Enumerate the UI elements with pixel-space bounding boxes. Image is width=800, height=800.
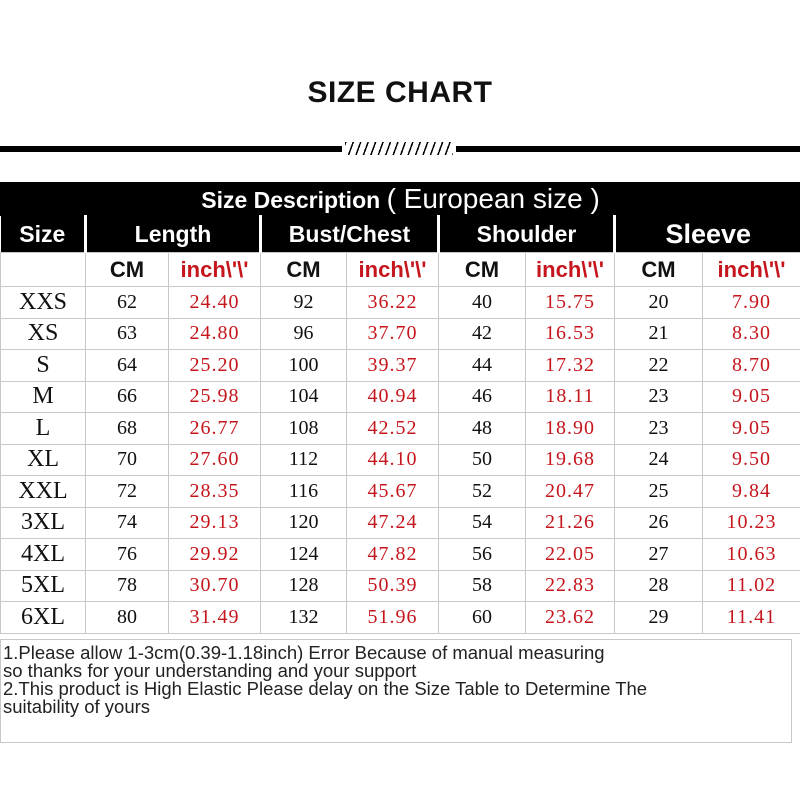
shoulder-inch-cell: 18.90 (526, 413, 615, 445)
shoulder-inch-cell: 17.32 (526, 350, 615, 382)
sleeve-cm-cell: 27 (615, 539, 703, 571)
length-inch-cell: 29.13 (169, 507, 261, 539)
table-row (1, 539, 800, 571)
bust-cm-cell: 124 (261, 539, 347, 571)
shoulder-inch-unit: inch\'\' (526, 253, 615, 287)
table-row (1, 476, 800, 508)
sleeve-cm-cell: 23 (615, 413, 703, 445)
shoulder-cm-cell: 60 (439, 602, 526, 634)
sleeve-inch-cell: 11.41 (703, 602, 800, 634)
sleeve-cm-cell: 21 (615, 318, 703, 350)
length-inch-unit: inch\'\' (169, 253, 261, 287)
length-inch-cell: 28.35 (169, 476, 261, 508)
sleeve-inch-cell: 9.05 (703, 413, 800, 445)
bust-cm-cell: 96 (261, 318, 347, 350)
table-row (1, 318, 800, 350)
length-header: Length (86, 216, 261, 253)
bust-cm-cell: 128 (261, 570, 347, 602)
size-cell: M (1, 381, 86, 413)
size-cell: 6XL (1, 602, 86, 634)
sleeve-inch-cell: 11.02 (703, 570, 800, 602)
length-cm-cell: 63 (86, 318, 169, 350)
sleeve-cm-cell: 24 (615, 444, 703, 476)
table-row (1, 570, 800, 602)
bust-inch-cell: 36.22 (347, 287, 439, 319)
sleeve-cm-cell: 22 (615, 350, 703, 382)
bust-inch-cell: 50.39 (347, 570, 439, 602)
shoulder-header: Shoulder (439, 216, 615, 253)
size-cell: XXS (1, 287, 86, 319)
notes-box (0, 639, 792, 743)
bust-inch-cell: 37.70 (347, 318, 439, 350)
sleeve-cm-cell: 25 (615, 476, 703, 508)
bust-cm-cell: 104 (261, 381, 347, 413)
table-row (1, 287, 800, 319)
length-cm-unit: CM (86, 253, 169, 287)
size-cell: S (1, 350, 86, 382)
shoulder-cm-cell: 52 (439, 476, 526, 508)
length-cm-cell: 78 (86, 570, 169, 602)
sleeve-inch-unit: inch\'\' (703, 253, 800, 287)
shoulder-inch-cell: 21.26 (526, 507, 615, 539)
length-cm-cell: 66 (86, 381, 169, 413)
length-inch-cell: 29.92 (169, 539, 261, 571)
european-size-label: ( European size ) (386, 183, 600, 214)
note-line: 2.This product is High Elastic Please delay on the Size Table to Determine The (3, 678, 648, 699)
shoulder-cm-cell: 48 (439, 413, 526, 445)
bust-cm-cell: 92 (261, 287, 347, 319)
title-divider-hatch (345, 142, 453, 155)
sleeve-inch-cell: 7.90 (703, 287, 800, 319)
bust-cm-cell: 100 (261, 350, 347, 382)
unit-blank-cell (1, 253, 86, 287)
sleeve-cm-cell: 28 (615, 570, 703, 602)
note-line: suitability of yours (3, 696, 151, 717)
sleeve-cm-cell: 29 (615, 602, 703, 634)
shoulder-cm-cell: 54 (439, 507, 526, 539)
bust-inch-cell: 47.82 (347, 539, 439, 571)
size-cell: XS (1, 318, 86, 350)
length-inch-cell: 27.60 (169, 444, 261, 476)
length-inch-cell: 31.49 (169, 602, 261, 634)
length-inch-cell: 25.20 (169, 350, 261, 382)
sleeve-inch-cell: 9.05 (703, 381, 800, 413)
size-cell: XXL (1, 476, 86, 508)
bust-inch-cell: 39.37 (347, 350, 439, 382)
sleeve-inch-cell: 8.70 (703, 350, 800, 382)
length-inch-cell: 30.70 (169, 570, 261, 602)
sleeve-cm-cell: 23 (615, 381, 703, 413)
shoulder-inch-cell: 23.62 (526, 602, 615, 634)
measurement-header-row (1, 216, 800, 253)
table-row (1, 507, 800, 539)
bust-inch-cell: 40.94 (347, 381, 439, 413)
length-cm-cell: 80 (86, 602, 169, 634)
table-row (1, 350, 800, 382)
size-table (0, 182, 800, 634)
shoulder-cm-cell: 50 (439, 444, 526, 476)
shoulder-cm-cell: 40 (439, 287, 526, 319)
title-divider-right (456, 146, 800, 152)
length-inch-cell: 24.40 (169, 287, 261, 319)
sleeve-inch-cell: 9.84 (703, 476, 800, 508)
length-cm-cell: 64 (86, 350, 169, 382)
shoulder-inch-cell: 22.83 (526, 570, 615, 602)
size-description (1, 183, 800, 216)
bust-inch-cell: 51.96 (347, 602, 439, 634)
sleeve-inch-cell: 9.50 (703, 444, 800, 476)
shoulder-cm-cell: 46 (439, 381, 526, 413)
length-inch-cell: 24.80 (169, 318, 261, 350)
sleeve-cm-cell: 26 (615, 507, 703, 539)
length-cm-cell: 76 (86, 539, 169, 571)
table-row (1, 381, 800, 413)
shoulder-inch-cell: 18.11 (526, 381, 615, 413)
bust-chest-header: Bust/Chest (261, 216, 439, 253)
shoulder-inch-cell: 20.47 (526, 476, 615, 508)
length-cm-cell: 68 (86, 413, 169, 445)
shoulder-cm-cell: 56 (439, 539, 526, 571)
size-description-label: Size Description (201, 187, 381, 213)
bust-inch-cell: 45.67 (347, 476, 439, 508)
unit-header-row (1, 253, 800, 287)
size-header: Size (1, 216, 86, 253)
bust-cm-cell: 108 (261, 413, 347, 445)
length-inch-cell: 25.98 (169, 381, 261, 413)
length-cm-cell: 70 (86, 444, 169, 476)
note-line: so thanks for your understanding and your support (3, 660, 417, 681)
size-cell: XL (1, 444, 86, 476)
sleeve-inch-cell: 8.30 (703, 318, 800, 350)
shoulder-cm-cell: 58 (439, 570, 526, 602)
table-row (1, 444, 800, 476)
shoulder-cm-cell: 44 (439, 350, 526, 382)
bust-cm-unit: CM (261, 253, 347, 287)
sleeve-inch-cell: 10.63 (703, 539, 800, 571)
title-divider-left (0, 146, 342, 152)
bust-inch-cell: 44.10 (347, 444, 439, 476)
size-cell: L (1, 413, 86, 445)
sleeve-cm-cell: 20 (615, 287, 703, 319)
sleeve-header: Sleeve (615, 216, 800, 253)
length-cm-cell: 62 (86, 287, 169, 319)
bust-inch-cell: 42.52 (347, 413, 439, 445)
bust-cm-cell: 132 (261, 602, 347, 634)
size-cell: 5XL (1, 570, 86, 602)
bust-cm-cell: 112 (261, 444, 347, 476)
shoulder-cm-unit: CM (439, 253, 526, 287)
shoulder-inch-cell: 16.53 (526, 318, 615, 350)
bust-cm-cell: 116 (261, 476, 347, 508)
length-cm-cell: 72 (86, 476, 169, 508)
size-description-row (1, 183, 800, 216)
sleeve-inch-cell: 10.23 (703, 507, 800, 539)
shoulder-inch-cell: 15.75 (526, 287, 615, 319)
shoulder-cm-cell: 42 (439, 318, 526, 350)
table-row (1, 602, 800, 634)
size-cell: 4XL (1, 539, 86, 571)
shoulder-inch-cell: 19.68 (526, 444, 615, 476)
bust-inch-cell: 47.24 (347, 507, 439, 539)
size-cell: 3XL (1, 507, 86, 539)
bust-cm-cell: 120 (261, 507, 347, 539)
sleeve-cm-unit: CM (615, 253, 703, 287)
shoulder-inch-cell: 22.05 (526, 539, 615, 571)
length-inch-cell: 26.77 (169, 413, 261, 445)
table-row (1, 413, 800, 445)
note-line: 1.Please allow 1-3cm(0.39-1.18inch) Error Because of manual measuring (3, 642, 605, 663)
length-cm-cell: 74 (86, 507, 169, 539)
bust-inch-unit: inch\'\' (347, 253, 439, 287)
page-title: SIZE CHART (307, 76, 493, 109)
